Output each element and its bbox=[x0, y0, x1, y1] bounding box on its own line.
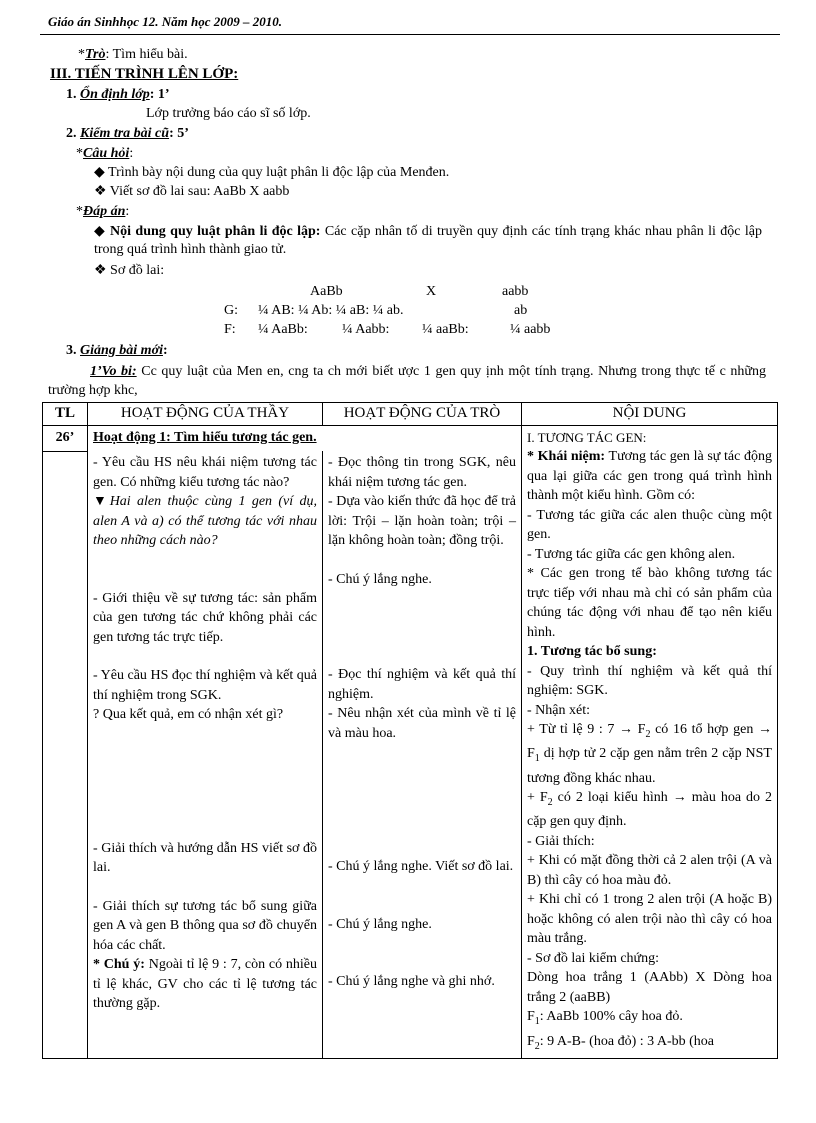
cross-x: X bbox=[426, 284, 437, 299]
step-3-title: Giảng bài mới bbox=[80, 343, 163, 358]
th-content: NỘI DUNG bbox=[522, 403, 778, 426]
cross-parent-1: AaBb bbox=[310, 284, 343, 299]
step-1: 1. Ổn định lớp: 1’ bbox=[66, 87, 170, 102]
th-student: HOẠT ĐỘNG CỦA TRÒ bbox=[323, 403, 522, 426]
lesson-table bbox=[42, 402, 778, 1059]
intro-paragraph: 1’Vo bi: Cc quy luật của Men en, cng ta ch mới biết ược 1 gen quy ịnh một tính trạng. Nhưng trong thực tế c những trường hợp khc, bbox=[48, 364, 766, 398]
answer-2: ❖ Sơ đồ lai: bbox=[94, 263, 165, 278]
step-2: 2. Kiểm tra bài cũ: 5’ bbox=[66, 126, 189, 141]
teacher-cell: - Yêu cầu HS nêu khái niệm tương tác gen. Có những kiểu tương tác nào? ▼Hai alen thuộc cùng 1 gen (ví dụ, alen A và a) có thể tương tác với nhau theo những cách nào? - Giới thiệu về sự tương tác: sản phẩm của gen tương tác chứ không phải các gen tương tác trực tiếp. - Yêu cầu HS đọc thí nghiệm và kết quả thí nghiệm trong SGK. ? Qua kết quả, em có nhận xét gì? - Giải thích và hướng dẫn HS viết sơ đồ lai. - Giải thích sự tương tác bổ sung giữa gen A và gen B thông qua sơ đồ chuyển hóa các chất. * Chú ý: Ngoài tỉ lệ 9 : 7, còn có nhiều tỉ lệ khác, GV cho các tỉ lệ tương tác thường gặp. bbox=[88, 451, 323, 1058]
answer-1: ◆ Nội dung quy luật phân li độc lập: Các cặp nhân tố di truyền quy định các tính trạng khác nhau phân li độc lập trong quá trình hình thành giao tử. bbox=[94, 224, 763, 257]
student-cell: - Đọc thông tin trong SGK, nêu khái niệm tương tác gen. - Dựa vào kiến thức đã học để trả lời: Trội – lặn hoàn toàn; trội – lặn không hoàn toàn; đồng trội. - Chú ý lắng nghe. - Đọc thí nghiệm và kết quả thí nghiệm. - Nêu nhận xét của mình về tỉ lệ và màu hoa. - Chú ý lắng nghe. Viết sơ đồ lai. - Chú ý lắng nghe. - Chú ý lắng nghe và ghi nhớ. bbox=[323, 451, 522, 1058]
arrow-icon: → bbox=[672, 790, 687, 806]
question-2: ❖ Viết sơ đồ lai sau: AaBb X aabb bbox=[94, 184, 290, 199]
prep-tro: *Trò: Tìm hiểu bài. bbox=[78, 47, 188, 62]
f-3: ¼ aaBb: bbox=[422, 322, 469, 337]
gamete-2: ab bbox=[514, 303, 528, 318]
section-title: III. TIẾN TRÌNH LÊN LỚP: bbox=[50, 66, 239, 82]
step-3: 3. Giảng bài mới: bbox=[66, 343, 168, 358]
activity-title: Hoạt động 1: Tìm hiểu tương tác gen. bbox=[88, 425, 522, 451]
gamete-label: G: bbox=[224, 303, 238, 318]
arrow-icon: → bbox=[619, 722, 634, 737]
f-1: ¼ AaBb: bbox=[258, 322, 308, 337]
step-1-title: Ổn định lớp bbox=[80, 87, 150, 102]
content-cell: I. TƯƠNG TÁC GEN: * Khái niệm: Tương tác gen là sự tác động qua lại giữa các gen trong quá trình hình thành một kiểu hình. Gồm có: - Tương tác giữa các alen thuộc cùng một gen. - Tương tác giữa các gen không alen. * Các gen trong tế bào không tương tác trực tiếp với nhau mà chỉ có sản phẩm của chúng tác động với nhau để tạo nên kiểu hình. 1. Tương tác bổ sung: - Quy trình thí nghiệm và kết quả thí nghiệm: SGK. - Nhận xét: + Từ tỉ lệ 9 : $7 \to F_2$ có 16 tổ hợp gen → $F_1$ dị hợp tử 2 cặp gen nằm trên 2 cặp NST tương đồng khác nhau. + $F_2$ có 2 loại kiểu hình → màu hoa do 2 cặp gen quy định. - Giải thích: + Khi có mặt đồng thời cả 2 alen trội (A và B) thì cây có hoa màu đỏ. + Khi chỉ có 1 trong 2 alen trội (A hoặc B) hoặc không có alen trội nào thì cây có hoa màu trắng. - Sơ đồ lai kiểm chứng: Dòng hoa trắng 1 (AAbb) X Dòng hoa trắng 2 (aaBB) $F_1$: AaBb 100% cây hoa đỏ. $F_2$: 9 A-B- (hoa đỏ) : 3 A-bb (hoa bbox=[522, 425, 778, 1058]
time-cell: 26’ bbox=[43, 425, 88, 451]
dap-an: *Đáp án: bbox=[76, 204, 130, 219]
cross-parent-2: aabb bbox=[502, 284, 529, 299]
step-2-title: Kiểm tra bài cũ bbox=[80, 126, 170, 141]
tro-label: Trò bbox=[85, 47, 106, 62]
th-teacher: HOẠT ĐỘNG CỦA THẦY bbox=[88, 403, 323, 426]
page-header: Giáo án Sinhhọc 12. Năm học 2009 – 2010. bbox=[48, 14, 283, 29]
table-row bbox=[43, 425, 778, 451]
arrow-icon: → bbox=[758, 722, 772, 737]
tro-text: : Tìm hiểu bài. bbox=[105, 47, 188, 62]
step-1-text: Lớp trưởng báo cáo sĩ số lớp. bbox=[146, 106, 311, 121]
f-label: F: bbox=[224, 322, 236, 337]
question-1: ◆ Trình bày nội dung của quy luật phân li độc lập của Menđen. bbox=[94, 165, 450, 180]
cau-hoi: *Câu hỏi: bbox=[76, 146, 134, 161]
f-2: ¼ Aabb: bbox=[342, 322, 390, 337]
gamete-1: ¼ AB: ¼ Ab: ¼ aB: ¼ ab. bbox=[258, 303, 404, 318]
th-tl: TL bbox=[43, 403, 88, 426]
header-rule bbox=[40, 34, 780, 35]
table-header-row bbox=[43, 403, 778, 426]
f-4: ¼ aabb bbox=[510, 322, 551, 337]
